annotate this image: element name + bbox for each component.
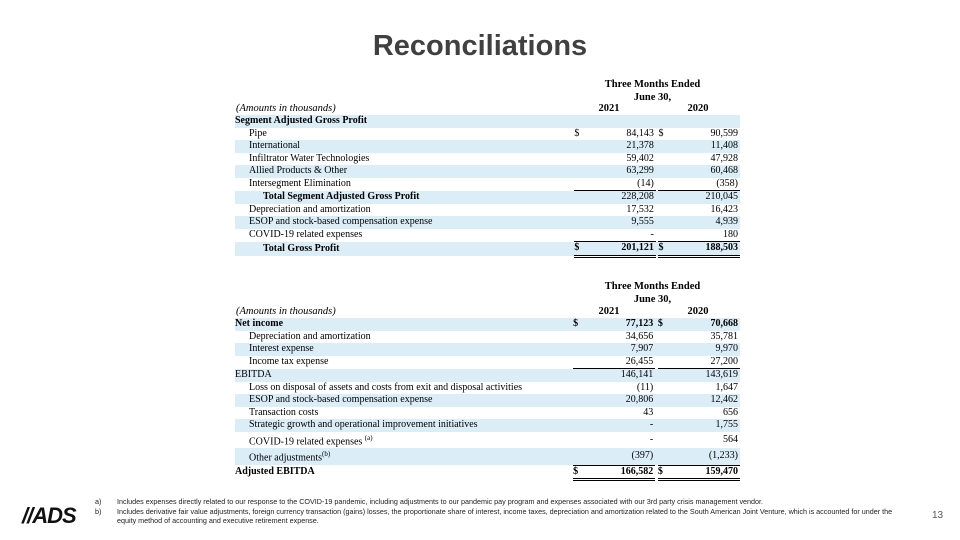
adjusted-ebitda-table bbox=[235, 318, 740, 481]
value-2020: 60,468 bbox=[666, 165, 740, 178]
row-label: Total Gross Profit bbox=[235, 242, 574, 257]
row-label: EBITDA bbox=[235, 369, 573, 382]
table2-group-header-line2: June 30, bbox=[633, 294, 672, 305]
value-2021: 59,402 bbox=[626, 152, 654, 164]
row-label: Net income bbox=[235, 318, 573, 331]
value-2020: 12,462 bbox=[666, 394, 740, 407]
value-2021: 77,123 bbox=[581, 318, 655, 331]
table2-col-2020: 2020 bbox=[656, 305, 740, 319]
footnote-b bbox=[95, 507, 905, 526]
dollar-sign: $ bbox=[658, 465, 666, 480]
value-2021: 34,656 bbox=[625, 330, 654, 342]
value-2020: (1,233) bbox=[666, 448, 740, 465]
value-2021: 9,555 bbox=[582, 216, 656, 229]
table-row bbox=[235, 153, 740, 166]
value-2021: 84,143 bbox=[626, 127, 654, 139]
row-label: Interest expense bbox=[235, 343, 573, 356]
value-2021: 166,582 bbox=[581, 465, 655, 480]
footnote-text: Includes derivative fair value adjustments, foreign currency transaction (gains) losses, the proportionate share of interest, income taxes, depreciation and amortization related to the South American Joint Venture, which is accounted for under the equity method of accounting and executive retirement expense. bbox=[117, 506, 893, 525]
value-2020: 210,045 bbox=[666, 191, 740, 204]
value-2021: 63,299 bbox=[582, 165, 656, 178]
dollar-sign: $ bbox=[658, 242, 666, 257]
row-label: Pipe bbox=[249, 127, 267, 139]
table-row bbox=[235, 394, 740, 407]
segment-gross-profit-table bbox=[235, 115, 740, 258]
value-2020: 4,939 bbox=[666, 216, 740, 229]
table-row bbox=[235, 331, 740, 344]
footnote-letter: a) bbox=[95, 497, 102, 506]
value-2020: 35,781 bbox=[710, 330, 738, 342]
row-label: ESOP and stock-based compensation expense bbox=[235, 394, 573, 407]
value-2020: 159,470 bbox=[666, 465, 740, 480]
value-2020: 188,503 bbox=[666, 242, 740, 257]
row-label: Loss on disposal of assets and costs from exit and disposal activities bbox=[249, 381, 523, 393]
value-2021: 17,532 bbox=[626, 203, 654, 215]
dollar-sign: $ bbox=[573, 318, 581, 331]
row-label bbox=[235, 432, 573, 449]
table-row bbox=[235, 318, 740, 331]
value-2021: 43 bbox=[643, 406, 654, 418]
table-row bbox=[235, 115, 740, 128]
row-label: Segment Adjusted Gross Profit bbox=[235, 115, 574, 128]
value-2020: 27,200 bbox=[710, 355, 738, 367]
value-2020: 180 bbox=[723, 228, 738, 240]
value-2021: (397) bbox=[581, 448, 655, 465]
table-row bbox=[235, 229, 740, 242]
value-2020: 90,599 bbox=[710, 127, 738, 139]
table-row bbox=[235, 465, 740, 480]
table2-col-2021: 2021 bbox=[567, 305, 651, 319]
table-row bbox=[235, 204, 740, 217]
value-2021: 21,378 bbox=[582, 140, 656, 153]
value-2020: 143,619 bbox=[666, 369, 740, 382]
table1-col-2021: 2021 bbox=[567, 102, 651, 116]
value-2021: 7,907 bbox=[581, 343, 655, 356]
table1-amounts-label: (Amounts in thousands) bbox=[236, 103, 336, 114]
table-row bbox=[235, 419, 740, 432]
table2-amounts-label: (Amounts in thousands) bbox=[236, 306, 336, 317]
row-label-text: Other adjustments bbox=[249, 452, 323, 464]
table1-group-header bbox=[565, 78, 740, 104]
footnote-marker: (a) bbox=[364, 433, 373, 442]
row-label: Depreciation and amortization bbox=[249, 330, 371, 342]
row-label: Infiltrator Water Technologies bbox=[249, 152, 370, 164]
value-2021: - bbox=[650, 228, 654, 240]
table-row bbox=[235, 432, 740, 449]
table-row bbox=[235, 242, 740, 257]
footnote-letter: b) bbox=[95, 506, 102, 516]
ads-logo: //ADS bbox=[22, 503, 76, 528]
value-2020: 656 bbox=[723, 406, 738, 418]
table1-group-header-line2: June 30, bbox=[633, 92, 672, 103]
footnote-marker: (b) bbox=[322, 450, 331, 459]
dollar-sign: $ bbox=[658, 318, 666, 331]
dollar-sign: $ bbox=[574, 242, 582, 257]
table-row bbox=[235, 140, 740, 153]
footnote-text: Includes expenses directly related to our response to the COVID-19 pandemic, including adjustments to our pandemic pay program and expenses associated with our 3rd party crisis management vendor. bbox=[117, 497, 764, 506]
value-2021: 20,806 bbox=[581, 394, 655, 407]
table-row bbox=[235, 128, 740, 141]
row-label bbox=[235, 448, 573, 465]
row-label: Depreciation and amortization bbox=[249, 203, 371, 215]
value-2021: (14) bbox=[637, 177, 654, 189]
footnotes bbox=[95, 497, 905, 526]
table-row bbox=[235, 382, 740, 395]
row-label: International bbox=[235, 140, 574, 153]
table-row bbox=[235, 343, 740, 356]
dollar-sign: $ bbox=[573, 465, 581, 480]
table-row bbox=[235, 178, 740, 191]
row-label: Strategic growth and operational improvement initiatives bbox=[235, 419, 573, 432]
table-row bbox=[235, 448, 740, 465]
page-title: Reconciliations bbox=[372, 30, 588, 62]
table-row bbox=[235, 216, 740, 229]
table1-group-header-line1: Three Months Ended bbox=[604, 79, 701, 90]
row-label: Intersegment Elimination bbox=[249, 177, 351, 189]
row-label-text: COVID-19 related expenses bbox=[249, 435, 363, 447]
value-2020: 1,647 bbox=[715, 381, 738, 393]
value-2020: 47,928 bbox=[710, 152, 738, 164]
value-2021: - bbox=[649, 433, 654, 445]
table2-group-header-line1: Three Months Ended bbox=[604, 281, 701, 292]
row-label: Allied Products & Other bbox=[235, 165, 574, 178]
row-label: ESOP and stock-based compensation expense bbox=[235, 216, 574, 229]
dollar-sign: $ bbox=[658, 127, 664, 139]
value-2020: 1,755 bbox=[666, 419, 740, 432]
value-2021: (11) bbox=[636, 381, 654, 393]
value-2021: - bbox=[581, 419, 655, 432]
table-row bbox=[235, 191, 740, 204]
row-label: Income tax expense bbox=[249, 355, 329, 367]
table-row bbox=[235, 369, 740, 382]
value-2020: 564 bbox=[723, 433, 738, 445]
row-label: Adjusted EBITDA bbox=[235, 466, 315, 478]
row-label: Total Segment Adjusted Gross Profit bbox=[235, 191, 574, 204]
value-2020: 16,423 bbox=[710, 203, 738, 215]
value-2020: (358) bbox=[716, 177, 738, 189]
dollar-sign: $ bbox=[574, 127, 580, 139]
value-2020: 9,970 bbox=[666, 343, 740, 356]
table-row bbox=[235, 356, 740, 369]
row-label: COVID-19 related expenses bbox=[249, 228, 363, 240]
value-2021: 26,455 bbox=[625, 355, 654, 367]
page-number: 13 bbox=[932, 510, 944, 521]
table2-group-header bbox=[565, 280, 740, 306]
table-row bbox=[235, 165, 740, 178]
footnote-a bbox=[95, 497, 905, 507]
value-2020: 70,668 bbox=[666, 318, 740, 331]
value-2021: 228,208 bbox=[582, 191, 656, 204]
table1-col-2020: 2020 bbox=[656, 102, 740, 116]
row-label: Transaction costs bbox=[249, 406, 319, 418]
value-2020: 11,408 bbox=[666, 140, 740, 153]
value-2021: 146,141 bbox=[581, 369, 655, 382]
value-2021: 201,121 bbox=[582, 242, 656, 257]
table-row bbox=[235, 407, 740, 420]
